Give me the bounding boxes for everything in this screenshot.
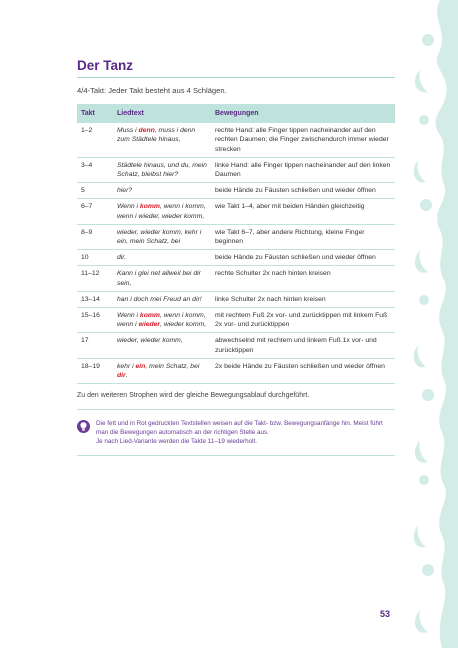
lyrics-cell — [113, 358, 211, 383]
movement-cell: wie Takt 1–4, aber mit beiden Händen gleichzeitig — [211, 199, 395, 224]
table-row — [77, 157, 395, 182]
table-row — [77, 308, 395, 333]
lyrics-cell — [113, 183, 211, 199]
tip-line-1: Die fett und in Rot gedruckten Textstellen weisen auf die Takt- bzw. Bewegungsanfänge hin. Meist führt man die Bewegungen automatisch an der richtigen Stelle aus. — [96, 420, 383, 437]
page-heading: Der Tanz — [77, 58, 395, 78]
page-number: 53 — [380, 609, 391, 619]
table-row — [77, 333, 395, 358]
lyrics-cell — [113, 250, 211, 266]
highlighted-lyric: komm — [139, 203, 160, 211]
movement-cell: linke Hand: alle Finger tippen nacheinander auf den linken Daumen — [211, 157, 395, 182]
column-header-liedtext: Liedtext — [113, 104, 211, 123]
lyrics-cell — [113, 224, 211, 249]
lyrics-cell — [113, 291, 211, 307]
column-header-takt: Takt — [77, 104, 113, 123]
movement-cell: linke Schulter 2x nach hinten kreisen — [211, 291, 395, 307]
meter-description: 4/4-Takt: Jeder Takt besteht aus 4 Schlägen. — [77, 86, 227, 95]
lyric-segment: wieder, wieder komm, — [117, 337, 183, 345]
highlighted-lyric: wieder — [138, 321, 161, 329]
table-row — [77, 183, 395, 199]
lightbulb-icon — [77, 420, 90, 433]
lyrics-cell — [113, 157, 211, 182]
further-verses-text: Zu den weiteren Strophen wird der gleiche Bewegungsablauf durchgeführt. — [77, 392, 310, 400]
takt-cell: 5 — [77, 183, 113, 199]
takt-cell: 8–9 — [77, 224, 113, 249]
lyric-segment: han i doch mei Freud an dir! — [117, 295, 202, 303]
lyric-segment: wieder, wieder komm, kehr i ein, mein Schatz, bei — [117, 228, 202, 246]
table-row — [77, 250, 395, 266]
lyrics-cell — [113, 333, 211, 358]
tip-box — [77, 409, 395, 456]
lyric-segment: Wenn i — [117, 203, 140, 211]
tip-line-2: Je nach Lied-Variante werden die Takte 11–19 wiederholt. — [96, 438, 258, 446]
tip-text — [96, 419, 395, 446]
lyric-segment: Wenn i — [117, 312, 140, 320]
takt-cell: 10 — [77, 250, 113, 266]
table-row — [77, 291, 395, 307]
movement-cell: mit rechtem Fuß 2x vor- und zurücktippen mit linkem Fuß 2x vor- und zurücktippen — [211, 308, 395, 333]
table-row — [77, 199, 395, 224]
lyric-segment: , mein Schatz, bei — [145, 362, 200, 370]
lyric-segment: Städtele hinaus, und du, mein Schatz, bleibst hier? — [117, 161, 207, 179]
movement-cell: abwechselnd mit rechtem und linkem Fuß 1x vor- und zurücktippen — [211, 333, 395, 358]
highlighted-lyric: komm — [139, 312, 160, 320]
takt-cell: 3–4 — [77, 157, 113, 182]
table-row — [77, 224, 395, 249]
movement-cell: rechte Schulter 2x nach hinten kreisen — [211, 266, 395, 291]
lyric-segment: , wenn i komm, wenn i wieder, wieder komm, — [117, 203, 206, 220]
lyric-segment: . — [125, 372, 128, 380]
highlighted-lyric: ein — [135, 362, 146, 370]
table-body — [77, 123, 395, 384]
dance-table — [77, 104, 395, 384]
movement-cell: beide Hände zu Fäusten schließen und wieder öffnen — [211, 183, 395, 199]
lyrics-cell — [113, 266, 211, 291]
takt-cell: 6–7 — [77, 199, 113, 224]
highlighted-lyric: dir — [117, 372, 126, 380]
takt-cell: 15–16 — [77, 308, 113, 333]
column-header-bewegungen: Bewegungen — [211, 104, 395, 123]
lyric-segment: kehr i — [117, 362, 136, 370]
lyrics-cell — [113, 199, 211, 224]
movement-cell: beide Hände zu Fäusten schließen und wieder öffnen — [211, 250, 395, 266]
lyrics-cell — [113, 308, 211, 333]
takt-cell: 1–2 — [77, 123, 113, 157]
lyric-segment: Muss i — [117, 127, 139, 135]
lyric-segment: , wieder komm, — [160, 321, 207, 329]
lyric-segment: hier? — [117, 187, 133, 195]
page-content — [77, 58, 395, 456]
table-row — [77, 123, 395, 157]
highlighted-lyric: denn — [138, 127, 155, 135]
lyric-segment: , muss i denn zum Städtele hinaus, — [117, 127, 196, 144]
takt-cell: 11–12 — [77, 266, 113, 291]
movement-cell: 2x beide Hände zu Fäusten schließen und wieder öffnen — [211, 358, 395, 383]
movement-cell: wie Takt 6–7, aber andere Richtung, kleine Finger beginnen — [211, 224, 395, 249]
table-header-row — [77, 104, 395, 123]
lyric-segment: Kann i glei net allweil bei dir sein, — [117, 270, 201, 287]
table-row — [77, 266, 395, 291]
lyric-segment: , wenn i komm, wenn i — [117, 312, 206, 329]
table-row — [77, 358, 395, 383]
lyrics-cell — [113, 123, 211, 157]
takt-cell: 13–14 — [77, 291, 113, 307]
lyric-segment: dir. — [117, 254, 127, 262]
takt-cell: 17 — [77, 333, 113, 358]
movement-cell: rechte Hand: alle Finger tippen nacheinander auf den rechten Daumen; die Finger zwischendurch immer wieder strecken — [211, 123, 395, 157]
takt-cell: 18–19 — [77, 358, 113, 383]
floral-ornament-decoration — [410, 0, 458, 648]
